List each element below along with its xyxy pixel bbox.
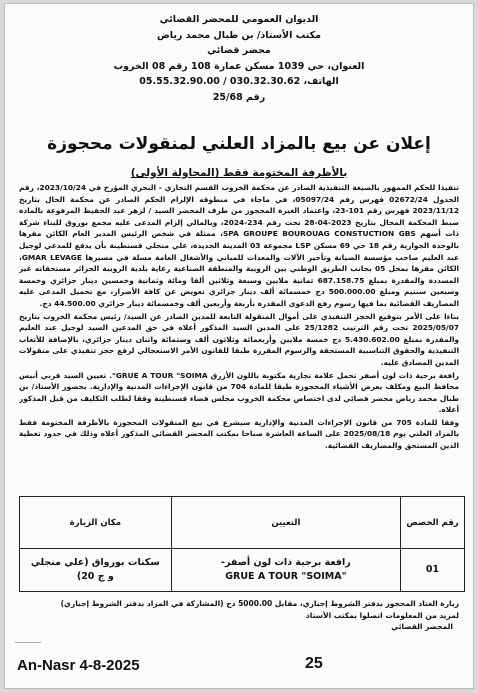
column-header-visit-place: مكان الزيارة: [20, 497, 172, 549]
signature-mark: [15, 621, 41, 643]
visit-place-line: و ج 20): [76, 571, 114, 582]
designation-latin: GRUE A TOUR "SOIMA": [225, 571, 347, 582]
body-paragraph: بناءا على الأمر بتوقيع الحجز التنفيذي على أموال المنقولة التابعة للمدين الصادر عن السيد/ رئيس محكمة الخروب بتاريخ 2025/05/07 تحت رقم الترتيب 25/1282 على المدين السيد المذكور أعلاه في حق المدعين السيد لوجيل عبد العليم والمقدرة بمبلغ 5.430.602.00 دج خمسة ملايين وأربعمائة وثلاثون ألف وستمائة واثنان دينار جزائري، بالإضافة للأتعاب التنفيذية والحقوق التناسبية المستحقة والرسوم المقررة طبقا للقانون الأمر الاستعجالي لرفع حجز تنفيذي على منقولات المدين المصادق عليه.: [19, 311, 459, 367]
visit-place-cell: [20, 549, 172, 592]
bailiff-signature: المحضر القضائي: [391, 622, 453, 631]
table-row: [20, 549, 465, 592]
body-paragraph: تنفيذا للحكم الممهور بالصيغة التنفيذية الصادر عن محكمة الخروب القسم التجاري - البحري المؤرخ في 2023/10/24، رقم الجدول 02672/24 فهرس رقم 05097/24، في ماجاء في منطوقه الإلزام الحكم الصادر عن محكمة الحال بتاريخ 2023/11/12 فهرس رقم 101-23، واعتماد الغيرة المحجوز من طرف المحضر السيد / لزهر عبد الحفيظ المرفوعة بالمادة ضبط المحكمة المحال بتاريخ 2023-04-28 تحت رقم 234-2024، وبالمالي إلزام المدعى عليه مجمع بوروق للبناء شركة ذات أسهم SPA GROUPE BOUROUAG CONSTUCTION GBS، ممثلة في شخص الرئيس المدير العام الكائن مقرها بالوحدة الجوارية رقم 18 حي 69 مسكن LSP مجموعة 03 المدينة الجديدة، علي منجلي قسنطينة بأن يدفع للمدعي لوجيل عبد العليم صاحب مؤسسة الصيانة وتأجير الآلات والمعدات للمباني والأشغال العامة مسلة في مسيرها GMAR LEVAGE، الكائن مقرها بمحل 05 بجانب الطريق الوطني بين الرويبة والمنطقة الصناعية رغاية بلدية الرويبة الجزائر مستحقاته غير المسددة والمقدرة بمبلغ 687.158.75 ثمانية ملايين وسبعة وثلاثين ألفا ومائة وثمانية وخمسين دينار جزائري وخمسة وسبعين سنتيم ومبلغ 500.000.00 دج خمسمائة ألف دينار جزائري تعويض عن كافة الأضرار، مع تحميل المدعى عليه المصاريف القضائية بما فيها رسوم رفع الدعوى المقدرة بأربعة وأربعين ألف وخمسمائة دينار جزائري 44.500.00 دج.: [19, 183, 459, 308]
bailiff-title: محضر قضائي: [207, 45, 271, 56]
announcement-body: [19, 182, 459, 484]
office-phone: الهاتف، 030.32.30.62 / 05.55.32.90.00: [139, 76, 339, 87]
newspaper-source: An-Nasr 4-8-2025: [17, 657, 140, 674]
bailiff-name: مكتب الأستاذ/ بن طبال محمد رياض: [156, 29, 322, 41]
note-item: لمزيد من المعلومات اتصلوا بمكتب الأستاذ: [305, 611, 459, 620]
reference-number: رقم 25/68: [212, 91, 266, 103]
office-name: الديوان العمومي للمحضر القضائي: [159, 14, 319, 25]
column-header-designation: التعيين: [171, 497, 400, 549]
column-header-lot-number: رقم الحصص: [401, 497, 465, 549]
page-number: 25: [305, 655, 323, 672]
lots-table: [19, 496, 465, 592]
office-address: العنوان، حي 1039 مسكن عمارة 108 رقم 08 الخروب: [113, 60, 365, 72]
newspaper-page: [4, 3, 474, 689]
bailiff-header: [95, 12, 383, 105]
body-paragraph: وفقا للمادة 705 من قانون الإجراءات المدنية والإدارية سيشرع في بيع المنقولات المحجوزة بالأظرفة المختومة فقط بالمزاد العلني يوم 2025/08/18 على الساعة العاشرة صباحا بمكتب المحضر القضائي المذكور أعلاه وذلك في حدود تغطية الدين المستحق والمصاريف القضائية.: [19, 417, 459, 451]
body-paragraph: رافعة برجية ذات لون أصفر تحمل علامة تجارية مكتوبة باللون الأزرق GRUE A TOUR "SOIMA". تعيين السيد قربي أنيس محافظ البيع ومكلف بعرض الأشياء المحجوزة طبقا للمادة 704 من قانون الإجراءات المدنية والإدارية. بحضور الأستاذ/ بن طبال محمد رياض محضر قضائي لدى اختصاص محكمة الخروب مجلس قضاء قسنطينة وفقا لطلب التكليف من قبل المذكور أعلاه.: [19, 370, 459, 415]
announcement-title: إعلان عن بيع بالمزاد العلني لمنقولات محجوزة: [47, 134, 431, 154]
designation-arabic: رافعة برجية ذات لون أصفر-: [221, 557, 351, 568]
note-item: زيارة العتاد المحجوز بدفتر الشروط إجباري، مقابل 5000.00 دج (المشاركة في المزاد بدفتر الشروط إجباري): [60, 599, 459, 608]
designation-cell: [171, 549, 400, 592]
announcement-subtitle: بالأظرفة المختومة فقط (المحاولة الأولى): [130, 167, 348, 179]
table-header-row: [20, 497, 465, 549]
lot-number-cell: 01: [401, 549, 465, 592]
announcement-notes: [19, 598, 459, 622]
visit-place-line: سكنات بورواق (علي منجلي: [30, 557, 160, 568]
